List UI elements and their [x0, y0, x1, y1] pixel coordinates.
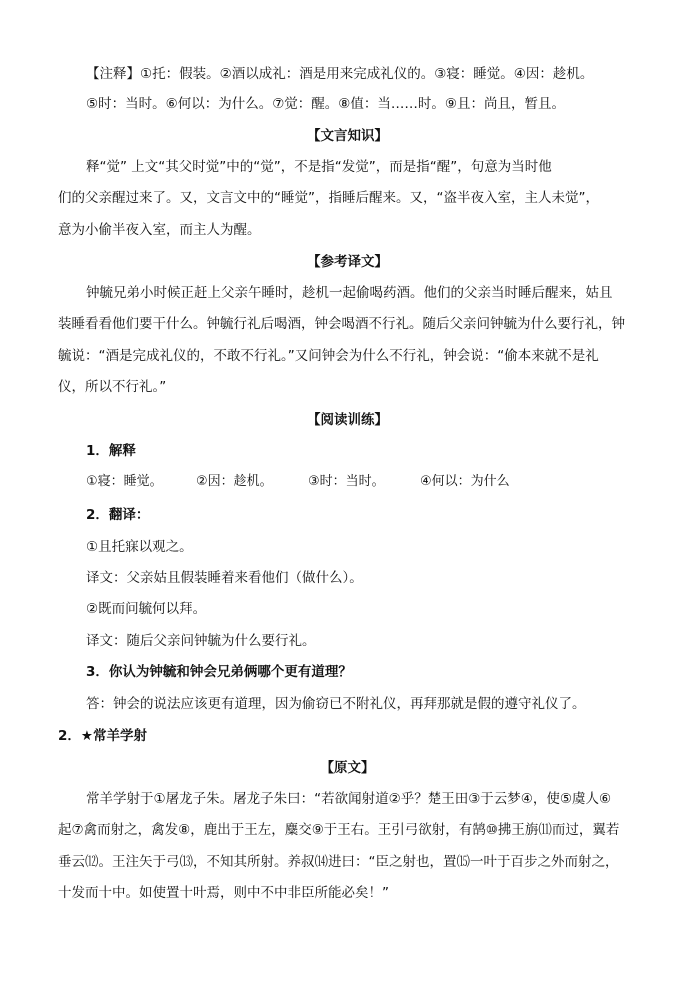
knowledge-heading: 【文言知识】 — [307, 128, 388, 144]
knowledge-line: 意为小偷半夜入室，而主人为醒。 — [58, 222, 261, 238]
translation-line: 毓说：“酒是完成礼仪的，不敢不行礼。”又问钟会为什么不行礼，钟会说：“偷本来就不是礼 — [58, 348, 599, 364]
translation-line: 装睡看看他们要干什么。钟毓行礼后喝酒，钟会喝酒不行礼。随后父亲问钟毓为什么要行礼，钟 — [58, 316, 625, 332]
original-text-heading: 【原文】 — [320, 760, 375, 776]
q2-answer-2: 译文：随后父亲问钟毓为什么要行礼。 — [86, 633, 316, 649]
knowledge-line: 们的父亲醒过来了。又，文言文中的“睡觉”，指睡后醒来。又，“盗半夜入室，主人未觉”， — [58, 190, 599, 206]
question-3-title: 3．你认为钟毓和钟会兄弟俩哪个更有道理？ — [86, 664, 352, 680]
knowledge-line: 释“觉” 上文“其父时觉”中的“觉”，不是指“发觉”，而是指“醒”，句意为当时他 — [86, 159, 552, 175]
notes-line-2: ⑤时：当时。⑥何以：为什么。⑦觉：醒。⑧值：当……时。⑨且：尚且，暂且。 — [86, 96, 566, 112]
q2-sentence-1: ①且托寐以观之。 — [86, 539, 193, 555]
exercise-heading: 【阅读训练】 — [307, 412, 388, 428]
question-1-title: 1．解释 — [86, 443, 136, 459]
q3-answer: 答：钟会的说法应该更有道理，因为偷窃已不附礼仪，再拜那就是假的遵守礼仪了。 — [86, 696, 586, 712]
q1-item: ④何以：为什么 — [420, 474, 510, 489]
q1-item: ①寝：睡觉。 — [86, 474, 163, 489]
question-2-title: 2．翻译： — [86, 507, 150, 523]
original-text-line: 起⑦禽而射之，禽发⑧，鹿出于王左，麋交⑨于王右。王引弓欲射，有鹄⑩拂王旃⑾而过，翼若 — [58, 822, 620, 838]
translation-line: 钟毓兄弟小时候正赶上父亲午睡时，趁机一起偷喝药酒。他们的父亲当时睡后醒来，姑且 — [86, 285, 613, 301]
original-text-line: 垂云⑿。王注矢于弓⒀，不知其所射。养叔⒁进曰：“臣之射也，置⒂一叶于百步之外而射之， — [58, 854, 619, 870]
original-text-line: 十发而十中。如使置十叶焉，则中不中非臣所能必矣！” — [58, 885, 389, 901]
notes-line-1: 【注释】①托：假装。②酒以成礼：酒是用来完成礼仪的。③寝：睡觉。④因：趁机。 — [86, 66, 594, 82]
q1-item: ②因：趁机。 — [196, 474, 273, 489]
q2-sentence-2: ②既而问毓何以拜。 — [86, 601, 207, 617]
translation-heading: 【参考译文】 — [307, 254, 388, 270]
original-text-line: 常羊学射于①屠龙子朱。屠龙子朱曰：“若欲闻射道②乎？楚王田③于云梦④，使⑤虞人⑥ — [86, 791, 612, 807]
q1-item: ③时：当时。 — [308, 474, 385, 489]
section-2-title: 2．★常羊学射 — [58, 728, 147, 744]
translation-line: 仪，所以不行礼。” — [58, 379, 167, 395]
q2-answer-1: 译文：父亲姑且假装睡着来看他们（做什么）。 — [86, 570, 363, 586]
